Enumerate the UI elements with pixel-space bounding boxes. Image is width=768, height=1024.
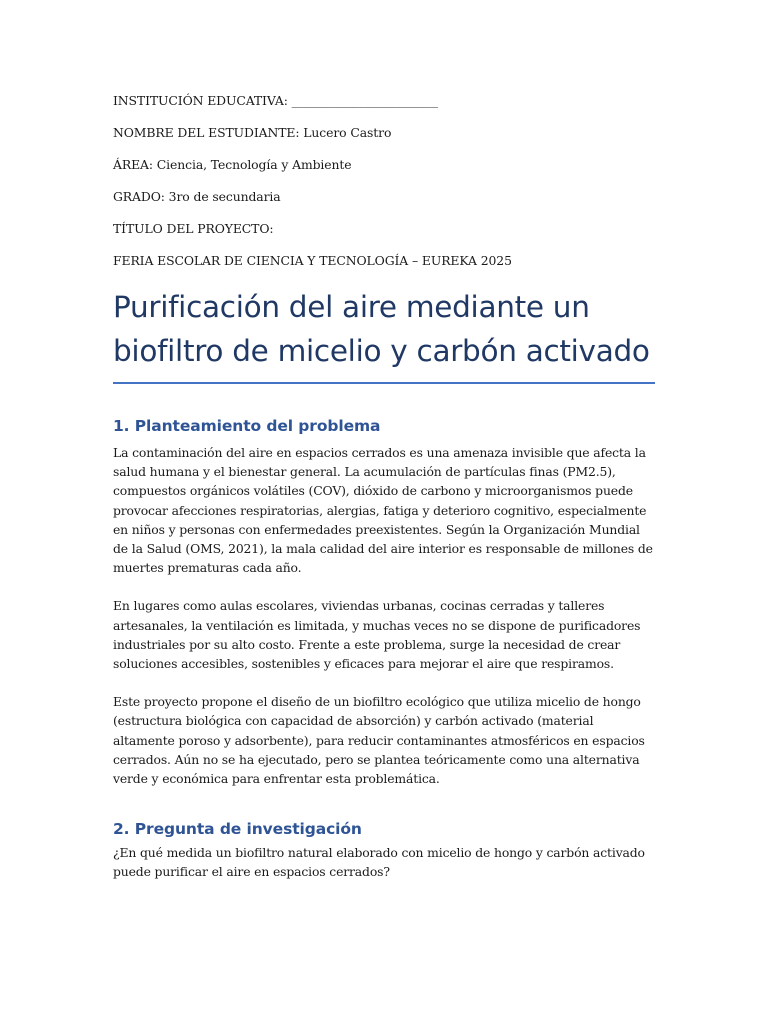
title-underline [113, 382, 655, 384]
paragraph-problem-1: La contaminación del aire en espacios cerrados es una amenaza invisible que afecta la salud humana y el bienestar general. La acumulación de partículas finas (PM2.5), compuestos orgánicos volátiles (COV), dióxido de carbono y microorganismos puede provocar afecciones respiratorias, alergias, fatiga y deterioro cognitivo, especialmente en niños y personas con enfermedades preexistentes. Según la Organización Mundial de la Salud (OMS, 2021), la mala calidad del aire interior es responsable de millones de muertes prematuras cada año. [113, 445, 653, 576]
grade-line: GRADO: 3ro de secundaria [113, 189, 281, 204]
section-heading-problem: 1. Planteamiento del problema [113, 417, 381, 435]
paragraph-question: ¿En qué medida un biofiltro natural elaborado con micelio de hongo y carbón activado puede purificar el aire en espacios cerrados? [113, 845, 645, 880]
student-name-line: NOMBRE DEL ESTUDIANTE: Lucero Castro [113, 125, 392, 140]
institution-line: INSTITUCIÓN EDUCATIVA: ________________________ [113, 93, 438, 108]
document-title-line-2: biofiltro de micelio y carbón activado [113, 334, 650, 368]
area-line: ÁREA: Ciencia, Tecnología y Ambiente [113, 157, 352, 172]
section-heading-question: 2. Pregunta de investigación [113, 820, 362, 839]
project-title-label: TÍTULO DEL PROYECTO: [113, 221, 274, 236]
document-title-line-1: Purificación del aire mediante un [113, 290, 590, 324]
paragraph-problem-2: En lugares como aulas escolares, viviendas urbanas, cocinas cerradas y talleres artesanales, la ventilación es limitada, y muchas veces no se dispone de purificadores industriales por su alto costo. Frente a este problema, surge la necesidad de crear soluciones accesibles, sostenibles y eficaces para mejorar el aire que respiramos. [113, 598, 641, 672]
fair-line: FERIA ESCOLAR DE CIENCIA Y TECNOLOGÍA – EUREKA 2025 [113, 253, 512, 268]
document-content [113, 93, 655, 882]
paragraph-problem-3: Este proyecto propone el diseño de un biofiltro ecológico que utiliza micelio de hongo (estructura biológica con capacidad de absorción) y carbón activado (material altamente poroso y adsorbente), para reducir contaminantes atmosféricos en espacios cerrados. Aún no se ha ejecutado, pero se plantea teóricamente como una alternativa verde y económica para enfrentar esta problemática. [113, 694, 645, 787]
document-title [113, 285, 655, 373]
